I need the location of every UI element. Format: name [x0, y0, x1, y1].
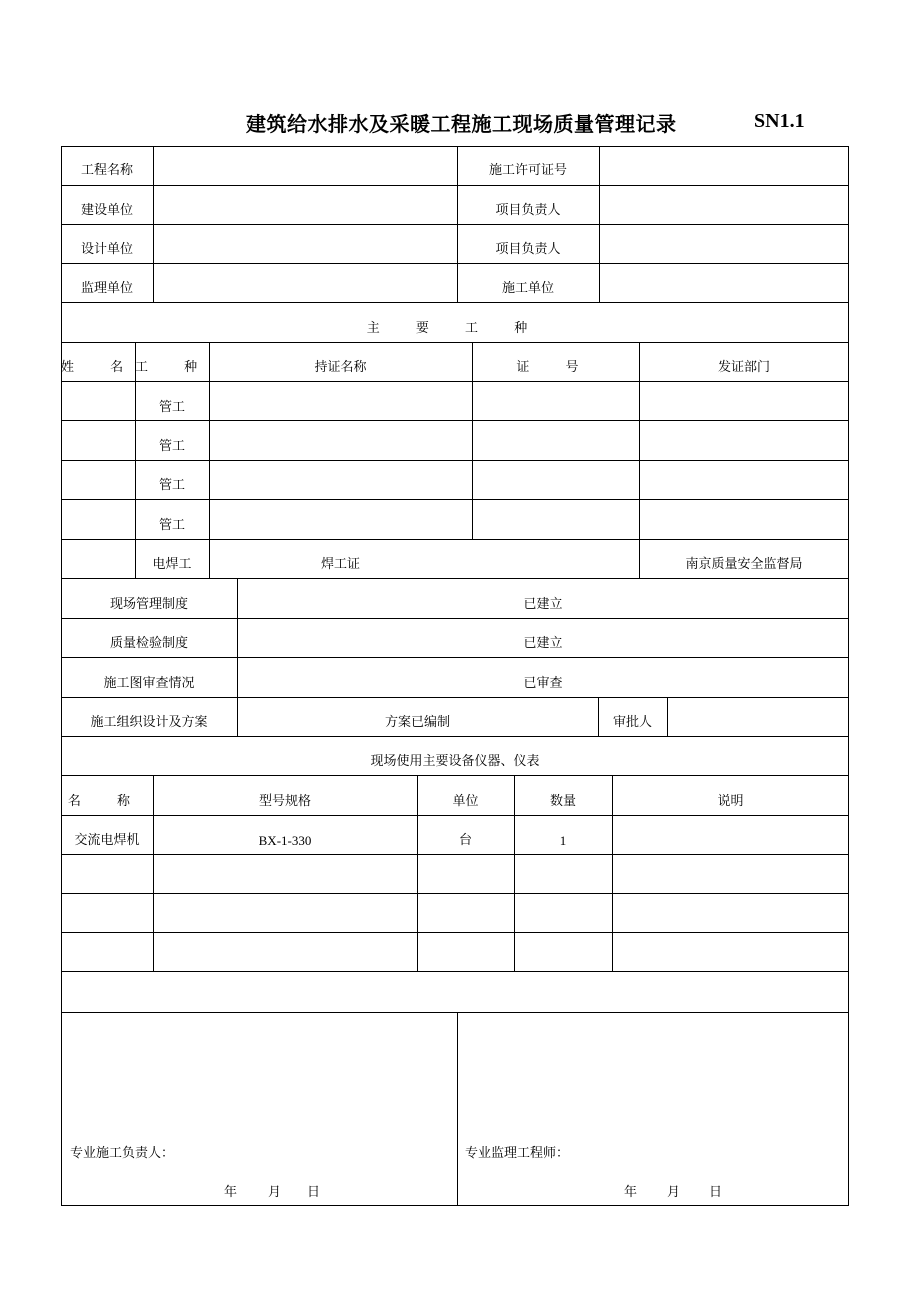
equip-name: 交流电焊机 [74, 833, 140, 848]
col-header-issuer: 发证部门 [717, 360, 770, 375]
builder-unit-label: 施工单位 [501, 281, 554, 296]
site-mgmt-label: 现场管理制度 [109, 597, 188, 612]
date-day: 日 [307, 1185, 321, 1200]
row-divider [61, 657, 849, 658]
date-year: 年 [224, 1185, 238, 1200]
equipment-section-title: 现场使用主要设备仪器、仪表 [370, 754, 540, 769]
page-title: 建筑给水排水及采暖工程施工现场质量管理记录 [246, 112, 677, 136]
construction-unit-label: 建设单位 [80, 203, 133, 218]
col-divider [667, 697, 668, 736]
row-divider [61, 697, 849, 698]
worker-issuer: 南京质量安全监督局 [685, 557, 803, 572]
row-divider [61, 224, 849, 225]
design-unit-label: 设计单位 [80, 242, 133, 257]
construction-design-label: 施工组织设计及方案 [90, 715, 208, 730]
construction-lead-signature-label: 专业施工负责人： [70, 1146, 175, 1161]
equip-qty: 1 [559, 833, 567, 848]
site-mgmt-value: 已建立 [523, 597, 563, 612]
date-month: 月 [268, 1185, 282, 1200]
col-divider [153, 146, 154, 302]
worker-trade: 管工 [158, 400, 185, 415]
equip-header-note: 说明 [717, 794, 744, 809]
date-month: 月 [667, 1185, 681, 1200]
col-header-cert-name: 持证名称 [314, 360, 367, 375]
date-year: 年 [624, 1185, 638, 1200]
supervision-unit-label: 监理单位 [80, 281, 133, 296]
row-divider [61, 263, 849, 264]
row-divider [61, 893, 849, 894]
drawing-review-value: 已审查 [523, 676, 563, 691]
col-divider [457, 1012, 458, 1206]
worker-trade: 管工 [158, 478, 185, 493]
quality-check-value: 已建立 [523, 636, 563, 651]
equip-model: BX-1-330 [258, 833, 312, 848]
project-manager-label: 项目负责人 [495, 203, 561, 218]
construction-design-value: 方案已编制 [384, 715, 450, 730]
worker-trade: 电焊工 [152, 557, 192, 572]
form-code: SN1.1 [754, 110, 805, 132]
quality-check-label: 质量检验制度 [109, 636, 188, 651]
col-header-name: 姓 名 [61, 360, 140, 375]
col-divider [209, 342, 210, 578]
equip-header-unit: 单位 [452, 794, 479, 809]
drawing-review-label: 施工图审查情况 [103, 676, 195, 691]
project-name-label: 工程名称 [80, 163, 133, 178]
equip-header-model: 型号规格 [258, 794, 311, 809]
row-divider [61, 381, 849, 382]
worker-trade: 管工 [158, 518, 185, 533]
col-header-trade: 工 种 [135, 360, 214, 375]
row-divider [61, 971, 849, 972]
col-header-cert-no: 证 号 [516, 360, 595, 375]
row-divider [61, 185, 849, 186]
row-divider [61, 499, 849, 500]
workers-section-title: 主 要 工 种 [366, 321, 544, 336]
row-divider [61, 815, 849, 816]
row-divider [61, 932, 849, 933]
permit-no-label: 施工许可证号 [488, 163, 567, 178]
row-divider [61, 420, 849, 421]
row-divider [61, 342, 849, 343]
row-divider [61, 618, 849, 619]
row-divider [61, 578, 849, 579]
col-divider [599, 146, 600, 302]
row-divider [61, 539, 849, 540]
row-divider [61, 460, 849, 461]
approver-label: 审批人 [612, 715, 652, 730]
equip-unit: 台 [458, 833, 472, 848]
equip-header-name: 名 称 [67, 794, 147, 809]
col-divider [135, 342, 136, 578]
row-divider [61, 1012, 849, 1013]
worker-trade: 管工 [158, 439, 185, 454]
row-divider [61, 736, 849, 737]
supervising-engineer-signature-label: 专业监理工程师： [465, 1146, 570, 1161]
worker-cert-name: 焊工证 [320, 557, 360, 572]
row-divider [61, 854, 849, 855]
row-divider [61, 302, 849, 303]
date-day: 日 [709, 1185, 723, 1200]
equip-header-qty: 数量 [549, 794, 576, 809]
project-manager-label: 项目负责人 [495, 242, 561, 257]
col-divider [639, 342, 640, 578]
row-divider [61, 775, 849, 776]
